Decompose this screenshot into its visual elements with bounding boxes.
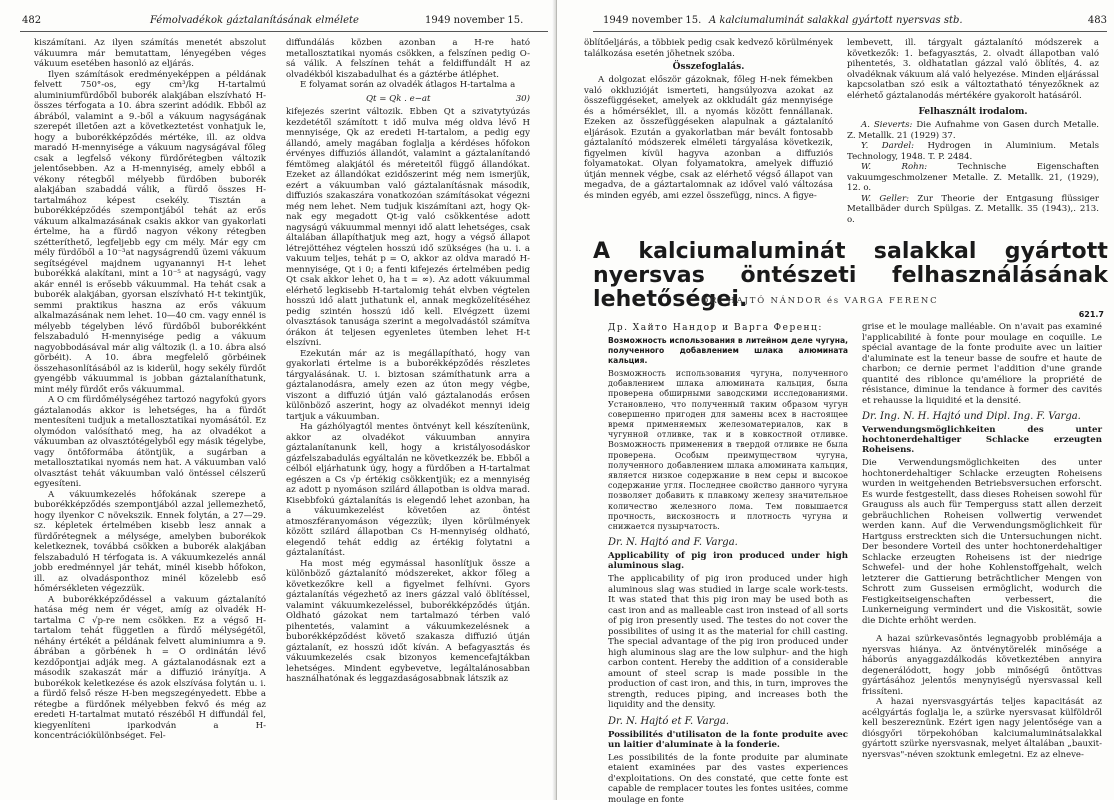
running-title: Fémolvadékok gáztalanításának elmélete <box>150 15 359 26</box>
equation-number: 30) <box>515 93 530 104</box>
abstract-title-en: Applicability of pig iron produced under high aluminous slag. <box>608 551 848 572</box>
article-paragraph: A hazai nyersvasgyártás teljes kapacitását az acélgyártás foglalja le, a szürke nyersvasat külföldről kell beszereznünk. Ezért igen nagy jelentősége van a diósgyőri törpekohóban kalciumaluminátsalakkal gyártott szürke nyersvasnak, melyet általában „bauxit-nyersvas"-néven szoktunk emlegetni. Ez az elneve- <box>862 697 1102 760</box>
paragraph: Ha gázhólyagtól mentes öntvényt kell készítenünk, akkor az olvadékot vákuumban annyira gáztalanítanunk kell, hogy a kristályosodáskor gázfelszabadulás egyáltalán ne következzék be. Ebből a célból eljárhatunk úgy, hogy a fürdőben a H-tartalmat egészen a Cs √p értékig csökkentjük; ez a mennyiség az adott p nyomáson szilárd állapotban is oldva marad. Kisebbfokú gáztalanítás is elegendő lehet azonban, ha a vákuumkezelést követően az öntést atmoszféranyomáson végezzük; ilyen körülmények között szilárd állapotban Cs H-mennyiség oldható, elegendő tehát eddig az értékig folytatni a gáztalanítást. <box>286 422 530 558</box>
summary-paragraph: lembevett, ill. tárgyalt gáztalanító módszerek a következők: 1. befagyasztás, 2. olvadt állapotban való pihentetés, 3. oldhatatlan gázzal való öblítés, 4. az olvadéknak vákuum alá való helyezése. Minden eljárással kapcsolatban szó esik a változtatható tényezőknek az elérhető gáztalanodás mértékére gyakorolt hatásáról. <box>847 38 1099 101</box>
udc-number: 621.7 <box>1078 310 1104 319</box>
paragraph: Ilyen számítások eredményeképpen a példának felvett 750°-os, egy cm³/kg H-tartalmú aluminiumfürdőből buborék alakjában elszívható H-összes térfogata a 10. ábra szerint adódik. Ebből az ábrából, valamint a 9.-ből a vákuum nagyságának szerepét illetően azt a következtetést vonhatjuk le, hogy a buborékképződés mértéke, ill. az oldva maradó H-mennyisége a vákuum nagyságával főleg csak a legfelső vékony fürdőrétegben változik jelentősebben. Az a H-mennyiség, amely ebből a vékony rétegből mélyebb fürdőben buborék alakjában szabaddá válik, a fürdő összes H-tartalmához képest csekély. Tisztán a buborékképződés szempontjából tehát az erős vákuum alkalmazásának csakis akkor van gyakorlati értelme, ha a fürdő nagyon vékony rétegben szétteríthető, legfeljebb egy cm mély. Már egy cm mély fürdőből a 10⁻³at nagyságrendű üzemi vákuum segítségével majdnem ugyanannyi H-t lehet buborékká alakítani, mint a 10⁻⁵ at nagyságú, vagy akár ennél is erősebb vákuummal. Ha tehát csak a buborék alakjában, gyorsan elszívható H-t tekintjük, semmi praktikus haszna az erős vákuum alkalmazásának nem lehet. 10—40 cm. vagy ennél is mélyebb tégelyben lévő fürdőből buborékként felszabaduló H-mennyisége pedig a vákuum nagyobbodásával már alig változik (l. a 10. ábra alsó görbéit). A 10. ábra megfelelő görbéinek összehasonlításából az is kiderül, hogy sekély fürdőt gyengébb vákuummal is jobban gáztalaníthatunk, mint mély fürdőt erős vákuummal. <box>34 69 266 395</box>
abstract-author-ru: Др. Хайто Нандор и Варга Ференц: <box>608 323 823 333</box>
article-title: A kalciumaluminát salakkal gyártott nyersvas öntészeti felhasználásának lehetőségei. <box>593 239 1108 312</box>
page-number: 482 <box>22 15 42 26</box>
paragraph: A buborékképződéssel a vakuum gáztalanító hatása még nem ér véget, amíg az olvadék H-tartalma C √p-re nem csökken. Ez a végső H-tartalom tehát független a fürdő mélységétől, néhány értékét a példának felvett aluminiumra a 9. ábrában a görbének h = O ordinátán lévő kezdőpontjai adják meg. A gáztalanodásnak ezt a második szakaszát már a diffuzió irányítja. A buborékok keletkezése és azok elszívása folytán u. i. a fürdő felső része H-ben megszegényedett. Ebbe a rétegbe a fürdőnek mélyebben fekvő és még az eredeti H-tartalmat mutató részéből H diffundál fel, kiegyenlíteni iparkodván a H-koncentrációkülönbséget. Fel- <box>34 594 266 741</box>
left-page <box>0 0 556 800</box>
column-1-top <box>584 38 833 234</box>
running-title: A kalciumaluminát salakkal gyártott nyersvas stb. <box>709 15 963 26</box>
abstract-title-fr: Possibilités d'utilisaton de la fonte produite avec un laitier d'aluminate à la fonderie. <box>608 729 848 750</box>
paragraph: kifejezés szerint változik. Ebben Qt a szivatytyúzás kezdetétől számított t idő mulva még oldva lévő H mennyisége, Qk az eredeti H-tartalom, a pedig egy állandó, amely magában foglalja a kérdéses hőfokon érvényes diffuziós állandót, valamint a gáztalanítandó fémtömeg alakjától és méreteitől függő állandókat. Ezeket az állandókat ezidőszerint még nem ismerjük, ezért a vákuumban való gáztalanításnak második, diffuziós szakaszára vonatkozóan számításokat végezni még nem lehet. Nem tudjuk kiszámítani azt, hogy Qk-nak egy megadott Qt-ig való csökkentése adott nagyságú vákuummal mennyi idő alatt lehetséges, csak általában állapíthatjuk meg azt, hogy a végső állapot létrejöttéhez végtelen hosszú idő szükséges (ha u. i. a vakuum teljes, tehát p = O, akkor az oldva maradó H-mennyisége, Qt i 0; a fenti kifejezés értelmében pedig Qt csak akkor lehet 0, ha t = ∞). Az adott vákuummal elérhető legkisebb H-tartalomig tehát elvben végtelen hosszú idő alatt juthatunk el, annak megközelítéséhez pedig szintén hosszú idő kell. Elvégzett üzemi olvasztások tanusága szerint a megolvadástól számítva órákon át teljesen egyenletes ütemben lehet H-t elszívni. <box>286 107 530 348</box>
reference-author: W. Geller: <box>861 193 909 204</box>
header-rule <box>20 31 548 32</box>
reference-item <box>847 120 1099 141</box>
reference-text: Technische Eigenschaften vakuumgeschmolzener Metalle. Z. Metallk. 21, (1929), 12. o. <box>847 162 1100 193</box>
summary-heading: Összefoglalás. <box>672 62 745 72</box>
column-2-top <box>847 38 1099 234</box>
abstracts-column-1 <box>608 322 848 805</box>
article-byline: DR. HAJTÓ NÁNDOR és VARGA FERENC <box>701 296 939 306</box>
abstract-body-en: The applicability of pig iron produced under high aluminous slag was studied in large scale work-tests. It was stated that this pig iron may be used both as cast iron and as malleable cast iron instead of all sorts of pig iron presently used. The testes do not cover the possibilites of using it as the material for chill casting. The special advantage of the pig iron produced under high aluminous slag are the low sulphur- and the high carbon content. Hereby the addition of a considerable amount of steel scrap is made possible in the production of cast iron, and this, in turn, improves the strength, reduces piping, and increases both the liquidity and the density. <box>608 574 848 711</box>
reference-item <box>847 141 1099 162</box>
equation-formula: Qt = Qk . e−at <box>366 93 431 104</box>
abstract-body-fr-part2: grise et le moulage malléable. On n'avait pas examiné l'applicabilité à fonte pour moulage en coquille. Le spécial avantage de la fonte produite avec un laitier d'aluminate est la teneur basse de soufre et haute de charbon; ce dernie permet l'addition d'une grande quantité des riblonce qu'améliore la propriété de résistance, diminue la tendance à former des cavités et rehausse la liquidité et la densité. <box>862 322 1102 406</box>
abstract-author-fr: Dr. N. Hajtó et F. Varga. <box>608 715 729 727</box>
column-2 <box>286 38 530 793</box>
abstract-title-de: Verwendungsmöglichkeiten des unter hochtonerdehaltiger Schlacke erzeugten Roheisens. <box>862 425 1102 455</box>
page-number: 483 <box>1087 15 1107 26</box>
reference-item <box>847 194 1099 226</box>
reference-text: Hydrogen in Aluminium. Metals Technology, 1948. T. P. 2484. <box>847 141 1099 162</box>
reference-text: Zur Theorie der Entgasung flüssiger Metallbäder durch Spülgas. Z. Metallk. 35 (1943),. 213. o. <box>847 193 1099 225</box>
column-1 <box>34 38 266 793</box>
reference-author: W. Rohn: <box>861 162 928 172</box>
equation <box>286 91 530 108</box>
paragraph: diffundálás közben azonban a H-re ható metallosztatikai nyomás csökken, a felszínen pedig O-sá válik. A felszínen tehát a feldiffundált H az olvadékból kiszabadulhat és a gáztérbe átléphet. <box>286 38 530 80</box>
paragraph: Ezekután már az is megállapítható, hogy van gyakorlati értelme is a buborékképződés részletes tárgyalásának. U. i. biztosan számíthatunk arra a gáztalanodásra, amely ezen az úton megy végbe, viszont a diffuzió útján való gáztalanodás erősen különböző aszerint, hogy az olvadékot mennyi ideig tartjuk a vákuumban. <box>286 348 530 422</box>
abstract-body-de: Die Verwendungsmöglichkeiten des unter hochtonerdehaltiger Schlacke erzeugten Roheisens wurden in weitgehenden Betriebsversuchen erforscht. Es wurde festgestellt, dass dieses Roheisen sowohl für Grauguss als auch für Temperguss statt allen derzeit gebräuchlichen Roheisen vollwertig verwendet werden kann. Auf die Verwendungsmöglichkeit für Hartguss erstreckten sich die Untersuchungen nicht. Der besondere Vorteil des unter hochtonerdehaltiger Schlacke erzeugten Roheisens ist der niedrige Schwefel- und der hohe Kohlenstoffgehalt, welch letzterer die Gattierung beträchtlicher Mengen von Schrott zum Gusseisen ermöglicht, wodurch die Festigkeitseigenschaften verbessert, die Lunkerneigung vermindert und die Viskosität, sowie die Dichte erhöht werden. <box>862 458 1102 626</box>
reference-item <box>847 162 1099 194</box>
paragraph: Ha most még egymással hasonlítjuk össze a különböző gáztalanító módszereket, akkor főleg a következőkre kell a figyelmet felhívni. Gyors gáztalanítás végezhető az iners gázzal való öblítéssel, valamint vákuumkezeléssel, buborékképződés útján. Oldható gázokat nem tartalmazó térben való pihentetés, valamint a vákuumkezelésnek a buborékképződést követő szakasza diffuzió útján gáztalanít, ez hosszú időt kíván. A befagyasztás és vákuumkezelés csak bizonyos kemencefajtákban lehetséges. Mindent egybevetve, legáltalánosabban használhatónak és leggazdaságosabbnak látszik az <box>286 558 530 684</box>
paragraph: A vákuumkezelés hőfokának szerepe a buborékképződés szempontjából azzal jellemezhető, hogy ilyenkor C növekszik. Ennek folytán, a 27—29. sz. képletek értelmében kisebb lesz annak a fürdőrétegnek a mélysége, amelyben buborékok keletkeznek, továbbá csökken a buborék alakjában felszabaduló H térfogata is. A vákuumkezelés annál jobb eredménnyel jár tehát, minél kisebb hőfokon, ill. az olvadásponthoz minél közelebb eső hőmérsékleten végezzük. <box>34 489 266 594</box>
abstract-author-de: Dr. Ing. N. H. Hajtó und Dipl. Ing. F. Varga. <box>862 411 1081 422</box>
reference-author: A. Sieverts: <box>861 120 913 130</box>
header-rule <box>593 31 1107 32</box>
issue-date: 1949 november 15. <box>425 15 524 26</box>
summary-paragraph: A dolgozat először gázoknak, főleg H-nek fémekben való okkluzióját ismerteti, hangsúlyozva azokat az összefüggéseket, amelyek az okkludált gáz mennyisége és a hőmérséklet, ill. a nyomás között fennállanak. Ezeken az összefüggéseken alapulnak a gáztalanító eljárások. Ezután a gyakorlatban már bevált fontosabb gáztalanító módszerek elméleti tárgyalása következik, figyelmen kívül hagyva azonban a diffuziós folyamatokat. Olyan folyamatokra, amelyek diffuzió útján mennek végbe, csak az elérhető végső állapot van megadva, de a gáztartalomnak az idővel való változása és minden egyéb, ami ezzel összefügg, nincs. A figye- <box>584 75 833 201</box>
paragraph: E folyamat során az olvadék átlagos H-tartalma a <box>300 80 516 90</box>
reference-author: Y. Dardel: <box>861 141 915 151</box>
paragraph: kiszámítani. Az ilyen számítás menetét abszolut vákuumra már bemutattam, lényegében véges vákuum esetében hasonló az eljárás. <box>34 38 266 69</box>
abstracts-column-2 <box>862 322 1102 796</box>
abstract-author-en: Dr. N. Hajtó and F. Varga. <box>608 537 738 549</box>
reference-text: Die Aufnahme von Gasen durch Metalle. Z. Metallk. 21 (1929) 37. <box>847 120 1100 141</box>
issue-date: 1949 november 15. <box>603 15 702 26</box>
abstract-title-ru: Возможность использования в литейном деле чугуна, полученного добавлением шлака алюмината кальция. <box>608 336 848 365</box>
article-paragraph: A hazai szürkevasöntés legnagyobb problémája a nyersvas hiánya. Az öntvénytörelék minősége a háborús anyaggazdálkodás következtében annyira degenerálódott, hogy jobb minőségű öntöttvas gyártásához jelentős menynyiségű nyersvassal kell frissíteni. <box>862 634 1102 697</box>
paragraph: öblítőeljárás, a többiek pedig csak kedvező körülmények találkozása esetén jöhetnek szóba. <box>584 38 833 59</box>
abstract-body-ru: Возможность использования чугуна, полученного добавлением шлака алюмината кальция, была проверена обширными заводскими исследованиями. Установлено, что полученный таким образом чугун совершенно пригоден для замены всех в настоящее время применяемых железоматериалов, как в чугунной отливке, так и в ковкостной отливке. Возможность применения в твердой отливке не была проверена. Особым преимуществом чугуна, полученного добавлением шлака алюмината кальция, является низкое содержание в нем серы и высокое содержание угля. Последнее свойство данного чугуна позволяет добавить к плавкому железу значительное количество железного лома. Тем повышается прочность, вискозность и плотность чугуна и снижается пузырчатость. <box>608 369 848 532</box>
abstract-body-fr-part1: Les possibilités de la fonte produite par aluminate etaient examinées par des vastes experiences d'exploitations. On des constaté, que cette fonte est capable de remplacer toutes les fontes usitées, comme moulage en fonte <box>608 752 848 805</box>
literature-heading: Felhasznált irodalom. <box>918 107 1028 117</box>
paragraph: A O cm fürdőmélységéhez tartozó nagyfokú gyors gáztalanodás akkor is lehetséges, ha a fürdőt mentesíteni tudjuk a metallosztatikai nyomásától. Ez olymódon valósítható meg, ha az olvadékot a vákuumban az olvasztótégelyből egy másik tégelybe, vagy öntőformába átöntjük, a sugárban a metallosztatikai nyomás nem hat. A vákuumban való olvasztást tehát vákuumban való öntéssel célszerű egyesíteni. <box>34 395 266 489</box>
